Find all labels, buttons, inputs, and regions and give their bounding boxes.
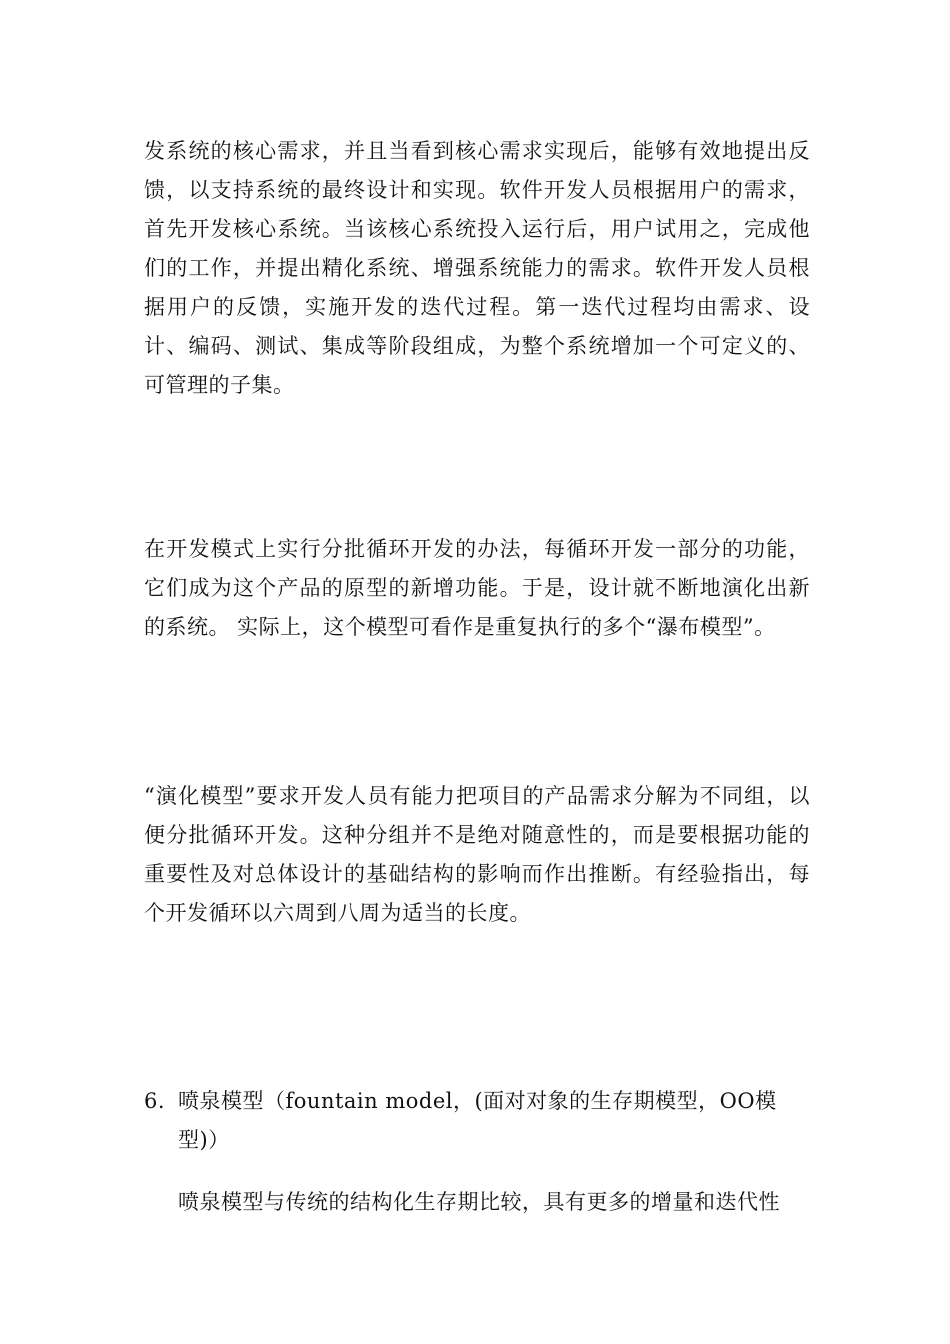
section-title: 喷泉模型（fountain model，(面对对象的生存期模型，OO模型)）	[178, 1089, 777, 1152]
paragraph-fountain-intro: 喷泉模型与传统的结构化生存期比较，具有更多的增量和迭代性	[178, 1190, 780, 1214]
section-heading-fountain-model	[144, 1082, 810, 1160]
paragraph-batch-development: 在开发模式上实行分批循环开发的办法，每循环开发一部分的功能，它们成为这个产品的原型的新增功能。于是，设计就不断地演化出新的系统。 实际上，这个模型可看作是重复执行的多个“瀑布模型”。	[144, 537, 810, 639]
section-number: 6.	[144, 1089, 166, 1113]
paragraph-evolution-model: “演化模型”要求开发人员有能力把项目的产品需求分解为不同组，以便分批循环开发。这种分组并不是绝对随意性的，而是要根据功能的重要性及对总体设计的基础结构的影响而作出推断。有经验指出，每个开发循环以六周到八周为适当的长度。	[144, 784, 810, 925]
paragraph-core-system: 发系统的核心需求，并且当看到核心需求实现后，能够有效地提出反馈，以支持系统的最终设计和实现。软件开发人员根据用户的需求，首先开发核心系统。当该核心系统投入运行后，用户试用之，完成他们的工作，并提出精化系统、增强系统能力的需求。软件开发人员根据用户的反馈，实施开发的迭代过程。第一迭代过程均由需求、设计、编码、测试、集成等阶段组成，为整个系统增加一个可定义的、可管理的子集。	[144, 139, 810, 397]
